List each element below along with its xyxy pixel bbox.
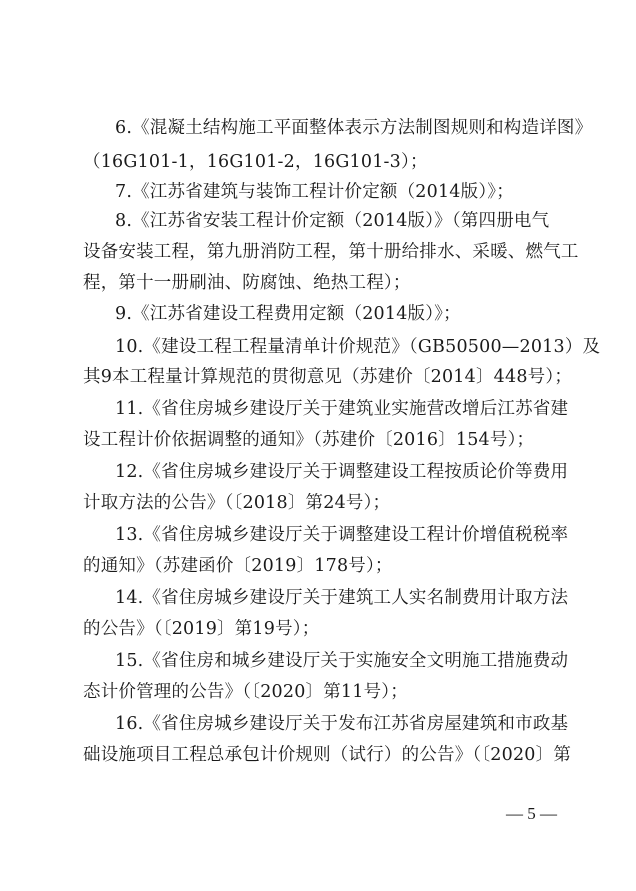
text-line: 程，第十一册刷油、防腐蚀、绝热工程）； — [83, 273, 411, 293]
text-line: 6.《混凝土结构施工平面整体表示方法制图规则和构造详图》 — [115, 118, 593, 138]
text-line: 的公告》（〔2019〕第19号）； — [83, 619, 320, 639]
text-line: 8.《江苏省安装工程计价定额（2014版）》（第四册电气 — [115, 211, 550, 231]
text-line: （16G101-1，16G101-2，16G101-3）； — [83, 152, 428, 172]
text-line: 16.《省住房城乡建设厅关于发布江苏省房屋建筑和市政基 — [115, 714, 569, 734]
page-number: — 5 — — [506, 804, 557, 823]
text-line: 15.《省住房和城乡建设厅关于实施安全文明施工措施费动 — [115, 651, 569, 671]
text-line: 14.《省住房城乡建设厅关于建筑工人实名制费用计取方法 — [115, 588, 569, 608]
text-line: 设工程计价依据调整的通知》（苏建价〔2016〕154号）； — [83, 430, 535, 450]
text-line: 12.《省住房城乡建设厅关于调整建设工程按质论价等费用 — [115, 462, 569, 482]
text-line: 13.《省住房城乡建设厅关于调整建设工程计价增值税税率 — [115, 525, 569, 545]
text-line: 11.《省住房城乡建设厅关于建筑业实施营改增后江苏省建 — [115, 399, 569, 419]
text-line: 其9本工程量计算规范的贯彻意见（苏建价〔2014〕448号）； — [83, 367, 573, 387]
text-line: 7.《江苏省建筑与装饰工程计价定额（2014版）》； — [115, 182, 514, 202]
text-line: 设备安装工程，第九册消防工程，第十册给排水、采暖、燃气工 — [83, 242, 579, 262]
text-line: 础设施项目工程总承包计价规则（试行）的公告》（〔2020〕第 — [83, 745, 572, 765]
text-line: 的通知》（苏建函价〔2019〕178号）； — [83, 556, 393, 576]
text-line: 态计价管理的公告》（〔2020〕第11号）； — [83, 682, 408, 702]
text-line: 计取方法的公告》（〔2018〕第24号）； — [83, 493, 391, 513]
text-line: 9.《江苏省建设工程费用定额（2014版）》； — [115, 304, 461, 324]
text-line: 10.《建设工程工程量清单计价规范》（GB50500—2013）及 — [115, 337, 601, 357]
